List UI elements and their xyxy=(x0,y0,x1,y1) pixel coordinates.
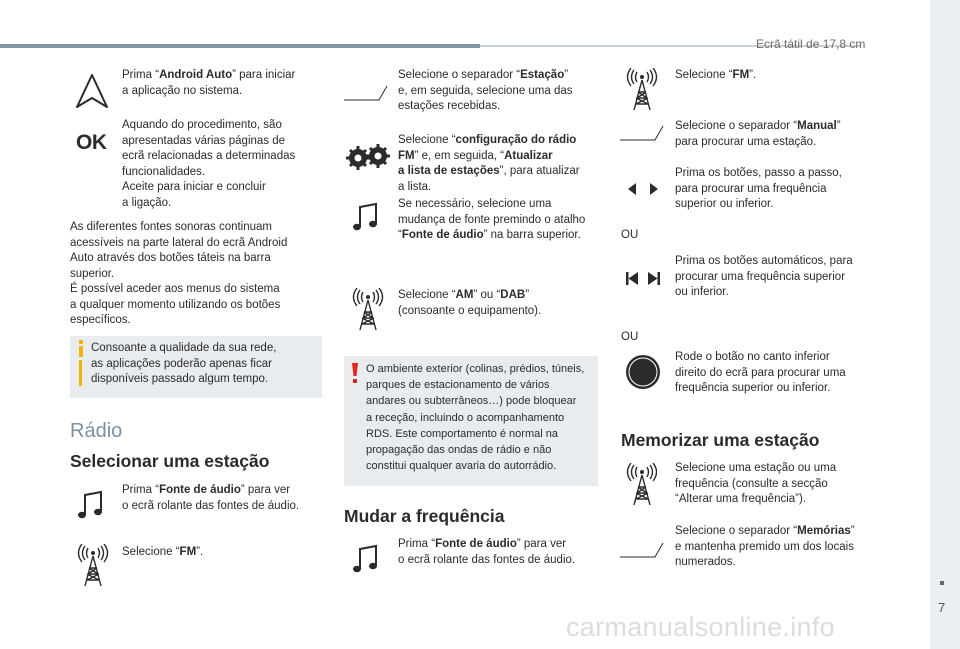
step-am-dab-text: Selecione “AM” ou “DAB” (consoante o equipamento). xyxy=(398,289,542,317)
info-icon xyxy=(76,340,86,356)
android-auto-text: Prima “Android Auto” para iniciar a aplicação no sistema. xyxy=(122,69,296,97)
section-heading-change-frequency: Mudar a frequência xyxy=(344,506,505,526)
knob-icon[interactable] xyxy=(625,354,661,390)
step-fm-text: Selecione “FM”. xyxy=(122,546,204,558)
arrows-icon[interactable] xyxy=(627,182,659,196)
step-select-station-text: Selecione uma estação ou uma frequência (consulte a secção “Alterar uma frequência”). xyxy=(675,462,837,505)
or-label-2: OU xyxy=(621,331,639,343)
page-number: 7 xyxy=(938,600,946,615)
warning-text: O ambiente exterior (colinas, prédios, túneis, parques de estacionamento de vários andares ou subterrâneos…) pode bloquear a receção, incluindo o acompanhamento RDS. Este comportamento é normal na propagação das ondas de rádio e não constitui qualquer avaria do autorrádio. xyxy=(366,363,585,473)
music-note-icon xyxy=(351,201,381,235)
chapter-title: Ecrã tátil de 17,8 cm xyxy=(756,37,866,51)
step-memories-tab-text: Selecione o separador “Memórias” e mantenha premido um dos locais numerados. xyxy=(675,525,855,568)
skip-icon[interactable] xyxy=(625,271,661,286)
antenna-icon xyxy=(350,288,386,332)
step-auto-buttons-text: Prima os botões automáticos, para procurar uma frequência superior ou inferior. xyxy=(675,255,853,298)
page-sidebar xyxy=(930,0,960,649)
android-auto-icon xyxy=(75,73,109,111)
section-heading-memorize-station: Memorizar uma estação xyxy=(621,430,820,450)
radio-heading: Rádio xyxy=(70,420,123,442)
music-note-icon xyxy=(351,543,381,577)
gears-icon xyxy=(345,142,391,174)
step-select-fm-text: Selecione “FM”. xyxy=(675,69,757,81)
music-note-icon xyxy=(76,489,106,523)
section-heading-select-station: Selecionar uma estação xyxy=(70,451,270,471)
tab-icon xyxy=(619,124,665,142)
tab-icon xyxy=(619,541,665,559)
antenna-icon xyxy=(624,68,660,112)
step-step-buttons-text: Prima os botões, passo a passo, para procurar uma frequência superior ou inferior. xyxy=(675,167,842,210)
page-marker xyxy=(940,581,944,585)
or-label: OU xyxy=(621,229,639,241)
step-knob-text: Rode o botão no canto inferior direito do ecrã para procurar uma frequência superior ou inferior. xyxy=(675,351,846,394)
step-audio-source-text-2: Prima “Fonte de áudio” para ver o ecrã rolante das fontes de áudio. xyxy=(398,538,576,566)
ok-text: Aquando do procedimento, são apresentadas várias páginas de ecrã relacionadas a determinadas funcionalidades. Aceite para iniciar e concluir a ligação. xyxy=(122,119,296,209)
watermark: carmanualsonline.info xyxy=(566,612,835,642)
antenna-icon xyxy=(624,463,660,507)
step-audio-source-text: Prima “Fonte de áudio” para ver o ecrã rolante das fontes de áudio. xyxy=(122,484,300,512)
step-fm-config-text: Selecione “configuração do rádio FM” e, em seguida, “Atualizar a lista de estações”, para atualizar a lista. xyxy=(398,134,580,193)
step-station-tab-text: Selecione o separador “Estação” e, em seguida, selecione uma das estações recebidas. xyxy=(398,69,573,112)
step-source-shortcut-text: Se necessário, selecione uma mudança de fonte premindo o atalho “Fonte de áudio” na barra superior. xyxy=(398,198,586,241)
info-note-text: Consoante a qualidade da sua rede, as aplicações poderão apenas ficar disponíveis passado algum tempo. xyxy=(91,342,277,385)
header-rule xyxy=(0,44,480,48)
step-manual-tab-text: Selecione o separador “Manual” para procurar uma estação. xyxy=(675,120,841,148)
warning-icon xyxy=(350,362,360,384)
body-paragraph: As diferentes fontes sonoras continuam acessíveis na parte lateral do ecrã Android Auto através dos botões táteis na barra superior. É possível aceder aos menus do sistema a qualquer momento utilizando os botões específicos. xyxy=(70,221,288,326)
tab-icon xyxy=(343,84,389,102)
ok-icon: OK xyxy=(76,131,107,154)
info-bar xyxy=(79,360,82,386)
antenna-icon xyxy=(75,544,111,588)
